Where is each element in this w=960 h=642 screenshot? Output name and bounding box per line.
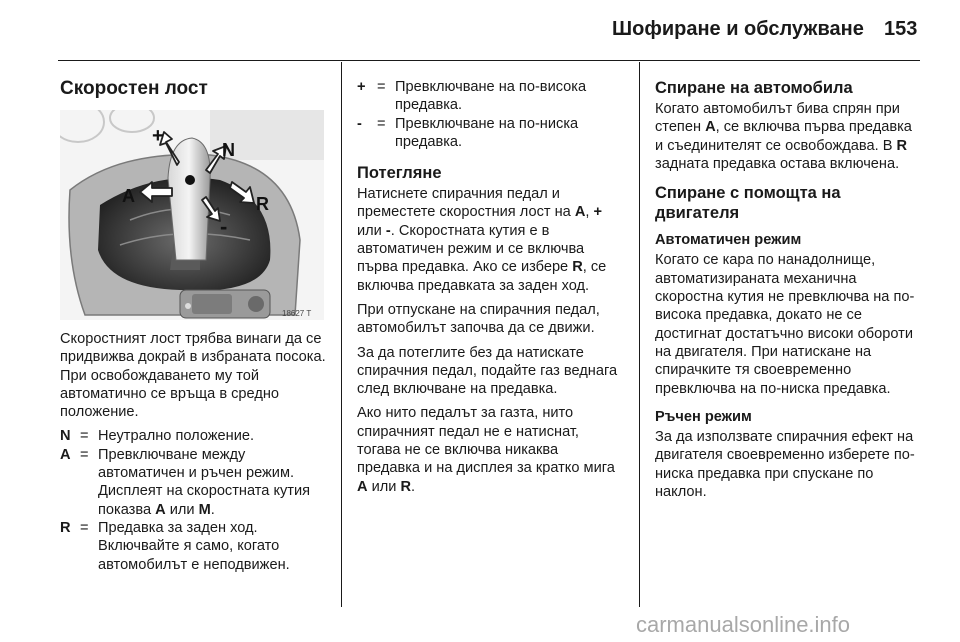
figure-reference: 18627 T xyxy=(282,309,312,318)
def-eq: = xyxy=(377,79,386,95)
def-text-n: Неутрално положение. xyxy=(98,428,255,445)
definition-n xyxy=(60,427,326,445)
figure-label-a: A xyxy=(122,186,135,206)
starting-paragraph-4: Ако нито педалът за газта, нито спирачният педал не е натиснат, тогава не се включва никаква предавка и на дисплея за кратко мига A или R. xyxy=(357,405,615,495)
gear-lever-intro: Скоростният лост трябва винаги да се придвижва докрай в избраната посока. При освобождаването му той автоматично се връща в средно положение. xyxy=(60,331,326,421)
automatic-mode-paragraph: Когато се кара по нанадолнище, автоматизираната механична скоростна кутия не превключва на по-висока предавка, докато не се достигнат достатъчно високи обороти на двигателя. При натискане на спирачките тя своевременно превключва на по-ниска предавка. xyxy=(655,252,915,397)
column-1 xyxy=(60,78,326,574)
subheading-manual-mode: Ръчен режим xyxy=(655,408,752,425)
page-header-title: Шофиране и обслужване xyxy=(612,18,864,40)
column-2 xyxy=(357,78,623,502)
definition-a xyxy=(60,446,326,519)
def-key-n: N xyxy=(60,428,71,445)
starting-paragraph-2: При отпускане на спирачния педал, автомобилът започва да се движи. xyxy=(357,301,600,337)
page-number: 153 xyxy=(884,18,918,40)
section-heading-engine-braking: Спиране с помощта на двигателя xyxy=(655,184,841,223)
starting-paragraph-1: Натиснете спирачния педал и преместете скоростния лост на A, + или -. Скоростната кутия е в автоматичен режим и се включва първа предавка. Ако се избере R, се включва предавката за заден ход. xyxy=(357,186,607,294)
def-text-minus: Превключване на по-ниска предавка. xyxy=(395,115,579,150)
def-key-a: A xyxy=(60,446,71,463)
section-heading-starting: Потегляне xyxy=(357,164,442,183)
gear-lever-illustration xyxy=(60,110,324,320)
knob-dot xyxy=(185,175,195,185)
column-divider-2 xyxy=(639,62,640,607)
subheading-automatic-mode: Автоматичен режим xyxy=(655,232,802,249)
stopping-paragraph: Когато автомобилът бива спрян при степен A, се включва първа предавка и съединителят се освобождава. В R задната предавка остава включена. xyxy=(655,101,912,172)
def-key-plus: + xyxy=(357,79,366,95)
column-divider-1 xyxy=(341,62,342,607)
figure-label-n: N xyxy=(222,140,235,160)
def-text-plus: Превключване на по-висока предавка. xyxy=(395,79,587,114)
figure-label-minus: - xyxy=(220,214,228,239)
header-rule xyxy=(58,60,920,61)
watermark: carmanualsonline.info xyxy=(636,612,851,637)
def-eq: = xyxy=(80,428,89,445)
def-text-a: Превключване между автоматичен и ръчен режим. Дисплеят на скоростната кутия показва A или M. xyxy=(98,446,311,518)
section-heading-stopping: Спиране на автомобила xyxy=(655,79,853,97)
gear-lever-figure xyxy=(60,110,324,320)
column-3 xyxy=(655,78,923,507)
figure-label-r: R xyxy=(256,194,269,214)
def-key-minus: - xyxy=(357,115,362,132)
definition-minus xyxy=(357,115,623,152)
starting-paragraph-3: За да потеглите без да натискате спирачния педал, подайте газ веднага след включване на предавка. xyxy=(357,344,618,398)
manual-mode-paragraph: За да използвате спирачния ефект на двигателя своевременно изберете по-ниска предавка при спускане по наклон. xyxy=(655,429,915,501)
def-eq: = xyxy=(80,519,89,536)
console-knob xyxy=(248,296,264,312)
figure-label-plus: + xyxy=(152,125,164,147)
def-key-r: R xyxy=(60,519,71,536)
def-eq: = xyxy=(377,115,386,132)
definition-r xyxy=(60,519,326,574)
definition-plus xyxy=(357,78,623,115)
def-text-r: Предавка за заден ход. Включвайте я само, когато автомобилът е неподвижен. xyxy=(98,519,290,573)
section-heading-gear-lever: Скоростен лост xyxy=(60,78,208,99)
def-eq: = xyxy=(80,446,89,463)
